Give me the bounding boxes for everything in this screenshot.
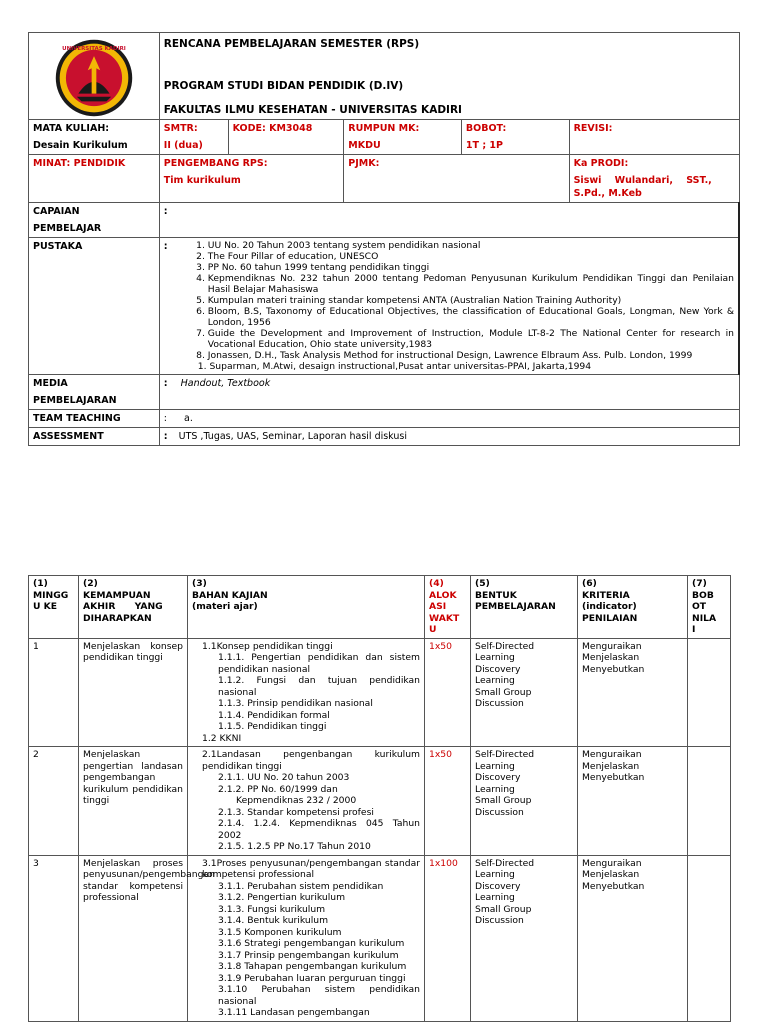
bahan-item: 1.1.4. Pendidikan formal	[218, 709, 330, 721]
week-number-text: 2	[33, 749, 39, 760]
pustaka-item: 3. PP No. 60 tahun 1999 tentang pendidikan tinggi	[208, 262, 734, 273]
pustaka-item: 4. Kepmendiknas No. 232 tahun 2000 tentang Pedoman Penyusunan Kurikulum Pendidikan Tinggi dan Penilaian Hasil Belajar Mahasiswa	[208, 273, 734, 295]
pustaka-list-cell	[159, 238, 739, 375]
weekly-plan-table	[28, 575, 731, 1022]
kemampuan-cell	[79, 855, 215, 1021]
kriteria-cell	[578, 747, 688, 856]
kriteria-cell	[578, 855, 688, 1021]
bahan-item: 3.1.4. Bentuk kurikulum	[218, 915, 329, 926]
kemampuan-text: Menjelaskan pengertian landasan pengembangan kurikulum pendidikan tinggi	[83, 749, 183, 806]
minat-label: MINAT: PENDIDIK	[33, 158, 126, 169]
bahan-kajian-cell	[188, 855, 425, 1021]
pjmk-label: PJMK:	[348, 158, 380, 169]
media-label-cell	[29, 375, 160, 410]
bahan-item: 1.1.1. Pengertian pendidikan dan sistem pendidikan nasional	[218, 652, 420, 675]
weekly-plan-header-row	[29, 576, 731, 639]
smtr-value: II (dua)	[163, 140, 203, 151]
bentuk-item: Learning	[475, 760, 515, 772]
bentuk-item: Discussion	[475, 915, 524, 926]
kriteria-item: Menjelaskan	[582, 760, 640, 772]
media-value: Handout, Textbook	[180, 378, 271, 389]
capaian-value-cell	[159, 203, 739, 238]
bahan-item: 2.1Landasan pengenbangan kurikulum pendidikan tinggi	[202, 749, 420, 772]
kode-cell	[228, 120, 344, 155]
rps-header-table	[28, 32, 740, 446]
revisi-cell	[569, 120, 739, 155]
bahan-item: 3.1Proses penyusunan/pengembangan standar kompetensi professional	[202, 857, 420, 880]
bentuk-item: Learning	[475, 892, 515, 903]
team-row	[29, 410, 740, 428]
team-value-cell	[159, 410, 739, 428]
week-number-text: 3	[33, 857, 39, 869]
bentuk-cell	[471, 855, 578, 1021]
mata-kuliah-cell	[29, 120, 160, 155]
mata-kuliah-value: Desain Kurikulum	[33, 140, 128, 151]
header-line: NILA	[692, 612, 717, 624]
week-number	[29, 638, 79, 747]
bahan-item: 1.1.2. Fungsi dan tujuan pendidikan nasional	[218, 675, 420, 698]
table-row	[29, 638, 731, 747]
bentuk-item: Learning	[475, 675, 515, 686]
bentuk-item: Discussion	[475, 806, 524, 818]
bobot-cell	[688, 855, 731, 1021]
meta-row-2	[29, 155, 740, 203]
table-row	[29, 747, 731, 856]
team-colon: :	[163, 413, 167, 424]
bahan-item: 3.1.7 Prinsip pengembangan kurikulum	[218, 949, 399, 961]
pustaka-item: 2. The Four Pillar of education, UNESCO	[208, 251, 734, 262]
bahan-kajian-cell	[188, 747, 425, 856]
header-bobot	[688, 576, 731, 639]
rps-title: RENCANA PEMBELAJARAN SEMESTER (RPS)	[163, 38, 420, 50]
team-label: TEAM TEACHING	[33, 413, 121, 424]
pustaka-colon: :	[163, 241, 168, 252]
smtr-label: SMTR:	[163, 123, 198, 134]
bobot-cell	[688, 747, 731, 856]
pustaka-extra-item: 1. Suparman, M.Atwi, desaign instructional,Pusat antar universitas-PPAI, Jakarta,1994	[197, 361, 592, 372]
week-number-text: 1	[33, 640, 39, 652]
kemampuan-text: Menjelaskan proses penyusunan/pengembangan standar kompetensi professional	[83, 857, 215, 903]
pustaka-item: 8. Jonassen, D.H., Task Analysis Method for instructional Design, Lawrence Elbraum Ass. Pulb. London, 1999	[208, 350, 734, 361]
team-label-cell	[29, 410, 160, 428]
kaprodi-title: S.Pd., M.Keb	[573, 188, 642, 199]
kemampuan-text: Menjelaskan konsep pendidikan tinggi	[83, 640, 183, 663]
bahan-kajian-cell	[188, 638, 425, 747]
bentuk-item: Small Group	[475, 795, 532, 806]
bentuk-item: Self-Directed	[475, 857, 535, 869]
bahan-item: 2.1.3. Standar kompetensi profesi	[218, 806, 374, 818]
header-line: ALOK	[429, 589, 457, 601]
header-bentuk	[471, 576, 578, 639]
kode-label: KODE: KM3048	[232, 123, 313, 134]
header-line: BOB	[692, 589, 714, 601]
bentuk-item: Learning	[475, 652, 515, 663]
bobot-cell	[461, 120, 569, 155]
week-number	[29, 747, 79, 856]
bentuk-item: Self-Directed	[475, 640, 535, 652]
bahan-item: 3.1.6 Strategi pengembangan kurikulum	[218, 938, 405, 949]
header-line: PENILAIAN	[582, 612, 638, 624]
capaian-label: CAPAIAN	[33, 206, 80, 217]
university-logo	[55, 39, 133, 117]
bentuk-item: Discovery	[475, 880, 521, 892]
kriteria-item: Menguraikan	[582, 749, 642, 760]
title-cell	[159, 33, 739, 120]
assessment-colon: :	[163, 431, 168, 442]
rumpun-label: RUMPUN MK:	[348, 123, 420, 134]
capaian-row	[29, 203, 740, 238]
bahan-item: 3.1.8 Tahapan pengembangan kurikulum	[218, 961, 407, 972]
media-colon: :	[163, 378, 168, 389]
smtr-cell	[159, 120, 228, 155]
pengembang-cell	[159, 155, 343, 203]
title-row	[29, 33, 740, 120]
pustaka-item: 7. Guide the Development and Improvement of Instruction, Module LT-8-2 The National Center for research in Vocational Education, Ohio state university,1983	[208, 328, 734, 350]
header-line: (2)	[83, 578, 98, 589]
header-kemampuan	[79, 576, 188, 639]
week-number	[29, 855, 79, 1021]
bahan-item: Kepmendiknas 232 / 2000	[236, 795, 357, 806]
bobot-value: 1T ; 1P	[465, 140, 503, 151]
bahan-item: 2.1.5. 1.2.5 PP No.17 Tahun 2010	[218, 841, 371, 852]
kemampuan-cell	[79, 638, 188, 747]
kriteria-item: Menyebutkan	[582, 663, 645, 675]
bahan-item: 3.1.11 Landasan pengembangan	[218, 1007, 370, 1018]
header-line: BENTUK	[475, 589, 517, 601]
bobot-cell	[688, 638, 731, 747]
header-line: U KE	[33, 601, 58, 612]
alokasi-waktu-value: 1x50	[429, 749, 452, 760]
bahan-item: 1.1Konsep pendidikan tinggi	[202, 640, 333, 652]
header-line: (materi ajar)	[192, 601, 258, 612]
capaian-label-cell	[29, 203, 160, 238]
header-line: (1)	[33, 578, 48, 589]
header-minggu	[29, 576, 79, 639]
pengembang-label: PENGEMBANG RPS:	[163, 158, 268, 169]
pustaka-item: 5. Kumpulan materi training standar kompetensi ANTA (Australian Nation Training Authority)	[208, 295, 734, 306]
assessment-row	[29, 428, 740, 446]
pustaka-label-cell	[29, 238, 160, 375]
alokasi-waktu-cell	[425, 855, 471, 1021]
header-line: (indicator)	[582, 601, 637, 612]
kaprodi-value: Siswi Wulandari, SST.,	[573, 175, 712, 186]
bahan-item: 1.1.5. Pendidikan tinggi	[218, 721, 327, 732]
pustaka-item: 6. Bloom, B.S, Taxonomy of Educational Objectives, the classification of Educational Goals, Longman, New York & London, 1956	[208, 306, 734, 328]
media-row	[29, 375, 740, 410]
assessment-value-cell	[159, 428, 739, 446]
header-line: (6)	[582, 578, 597, 589]
header-line: I	[692, 624, 696, 635]
table-row	[29, 855, 731, 1021]
bahan-item: 3.1.9 Perubahan luaran perguruan tinggi	[218, 972, 406, 984]
bahan-item: 2.1.2. PP No. 60/1999 dan	[218, 783, 338, 795]
bentuk-cell	[471, 747, 578, 856]
bahan-item: 3.1.3. Fungsi kurikulum	[218, 903, 326, 915]
bentuk-item: Discovery	[475, 663, 521, 675]
weekly-plan-body	[29, 638, 731, 1021]
bentuk-item: Small Group	[475, 686, 532, 698]
kriteria-item: Menguraikan	[582, 640, 642, 652]
bahan-item: 1.2 KKNI	[202, 732, 242, 744]
pustaka-list	[164, 240, 734, 361]
assessment-label-cell	[29, 428, 160, 446]
media-value-cell	[159, 375, 739, 410]
header-alokasi-waktu	[425, 576, 471, 639]
rumpun-cell	[344, 120, 462, 155]
pustaka-label: PUSTAKA	[33, 241, 83, 252]
team-value: a.	[184, 413, 193, 424]
header-line: U	[429, 624, 437, 635]
bahan-item: 3.1.10 Perubahan sistem pendidikan nasional	[218, 984, 420, 1007]
pustaka-item: 1. UU No. 20 Tahun 2003 tentang system pendidikan nasional	[208, 240, 734, 251]
bahan-item: 3.1.2. Pengertian kurikulum	[218, 892, 346, 903]
header-line: DIHARAPKAN	[83, 612, 152, 624]
bentuk-item: Learning	[475, 869, 515, 880]
rumpun-value: MKDU	[348, 140, 381, 151]
media-label: MEDIA	[33, 378, 68, 389]
kemampuan-cell	[79, 747, 188, 856]
revisi-label: REVISI:	[573, 123, 613, 134]
bahan-item: 3.1.5 Komponen kurikulum	[218, 926, 342, 938]
bobot-label: BOBOT:	[465, 123, 507, 134]
header-line: (7)	[692, 578, 707, 589]
kriteria-item: Menyebutkan	[582, 880, 645, 892]
assessment-label: ASSESSMENT	[33, 431, 104, 442]
capaian-label-2: PEMBELAJAR	[33, 223, 102, 234]
bentuk-item: Discussion	[475, 698, 524, 709]
media-label-2: PEMBELAJARAN	[33, 395, 117, 406]
header-line: WAKT	[429, 612, 460, 624]
bahan-item: 2.1.4. 1.2.4. Kepmendiknas 045 Tahun 2002	[218, 818, 420, 841]
kaprodi-label: Ka PRODI:	[573, 158, 629, 169]
bahan-item: 3.1.1. Perubahan sistem pendidikan	[218, 880, 384, 892]
kriteria-item: Menjelaskan	[582, 652, 640, 663]
header-kriteria	[578, 576, 688, 639]
pengembang-value: Tim kurikulum	[163, 175, 241, 186]
bahan-item: 2.1.1. UU No. 20 tahun 2003	[218, 772, 350, 783]
alokasi-waktu-value: 1x100	[429, 857, 458, 869]
header-line: BAHAN KAJIAN	[192, 589, 268, 601]
bentuk-item: Discovery	[475, 772, 521, 783]
header-line: (3)	[192, 578, 207, 589]
kaprodi-cell	[569, 155, 739, 203]
bentuk-item: Self-Directed	[475, 749, 535, 760]
logo-text: UNIVERSITAS KADIRI	[62, 45, 126, 52]
header-bahan-kajian	[188, 576, 425, 639]
alokasi-waktu-cell	[425, 638, 471, 747]
header-line: (5)	[475, 578, 490, 589]
header-line: (4)	[429, 578, 444, 589]
assessment-value: UTS ,Tugas, UAS, Seminar, Laporan hasil diskusi	[178, 431, 408, 442]
bentuk-cell	[471, 638, 578, 747]
pjmk-cell	[344, 155, 569, 203]
header-line: KEMAMPUAN	[83, 589, 151, 601]
kriteria-item: Menguraikan	[582, 857, 642, 869]
capaian-colon: :	[163, 206, 168, 217]
pustaka-row	[29, 238, 740, 375]
bahan-item: 1.1.3. Prinsip pendidikan nasional	[218, 698, 373, 709]
bentuk-item: Small Group	[475, 903, 532, 915]
bentuk-item: Learning	[475, 783, 515, 795]
header-line: MINGG	[33, 589, 69, 601]
kriteria-item: Menjelaskan	[582, 869, 640, 880]
program-title: PROGRAM STUDI BIDAN PENDIDIK (D.IV)	[163, 80, 404, 92]
meta-row-1	[29, 120, 740, 155]
faculty-title: FAKULTAS ILMU KESEHATAN - UNIVERSITAS KADIRI	[163, 104, 462, 116]
header-line: PEMBELAJARAN	[475, 601, 556, 612]
alokasi-waktu-value: 1x50	[429, 640, 452, 652]
kriteria-item: Menyebutkan	[582, 772, 645, 783]
kriteria-cell	[578, 638, 688, 747]
logo-cell	[29, 33, 160, 120]
header-line: OT	[692, 601, 707, 612]
mata-kuliah-label: MATA KULIAH:	[33, 123, 110, 134]
header-line: KRITERIA	[582, 589, 630, 601]
minat-cell	[29, 155, 160, 203]
header-line: AKHIR YANG	[83, 601, 163, 612]
alokasi-waktu-cell	[425, 747, 471, 856]
header-line: ASI	[429, 601, 447, 612]
